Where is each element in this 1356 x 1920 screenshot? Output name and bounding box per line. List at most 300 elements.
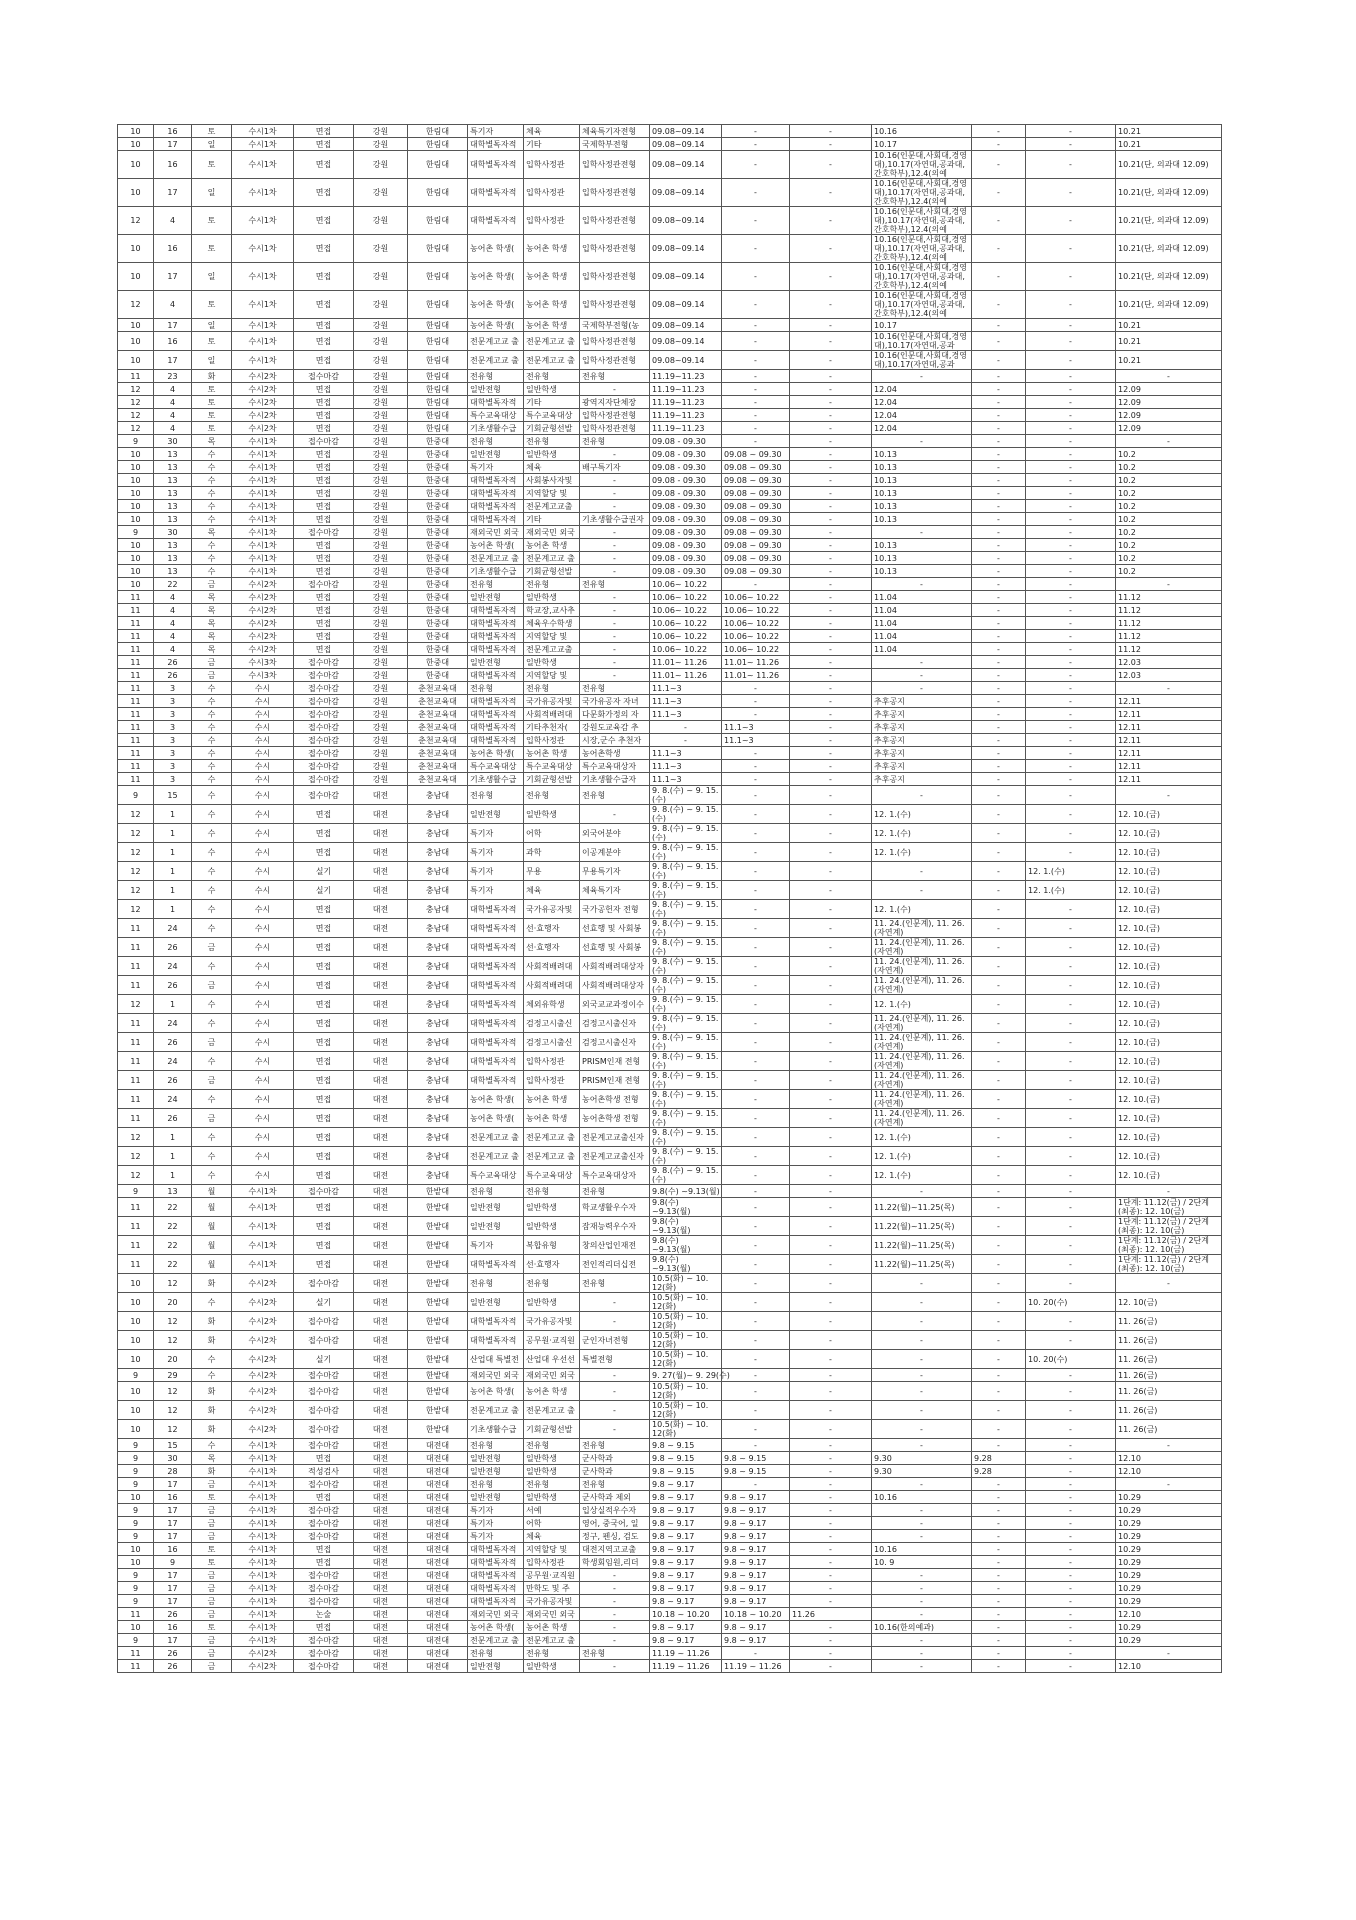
table-cell: 09.08 ~ 09.30	[722, 513, 790, 526]
table-row	[118, 1543, 1222, 1556]
table-cell: 접수마감	[294, 1504, 354, 1517]
table-cell: 전유형	[468, 1185, 524, 1198]
table-cell: -	[722, 919, 790, 938]
table-cell: 12. 10.(금)	[1116, 1166, 1222, 1185]
table-cell: 10	[118, 1401, 154, 1420]
table-cell: -	[722, 1052, 790, 1071]
table-cell: 대전	[354, 1491, 408, 1504]
table-cell: -	[790, 786, 872, 805]
table-cell: -	[580, 669, 650, 682]
table-cell: 9. 27(월)~ 9. 29(수)	[650, 1369, 722, 1382]
table-cell: -	[872, 656, 972, 669]
table-cell: 13	[154, 500, 192, 513]
table-cell: 12. 10.(금)	[1116, 1128, 1222, 1147]
table-cell: -	[580, 487, 650, 500]
table-cell: 전문계고교 출	[468, 1128, 524, 1147]
table-cell: 토	[192, 422, 232, 435]
table-cell: -	[722, 151, 790, 179]
table-cell: -	[580, 1634, 650, 1647]
table-cell: 9. 8.(수) ~ 9. 15.(수)	[650, 1109, 722, 1128]
table-cell: 특기자	[468, 1517, 524, 1530]
table-cell: 11.12	[1116, 630, 1222, 643]
table-cell: 국가유공자및	[524, 1595, 580, 1608]
table-cell: -	[972, 565, 1026, 578]
table-cell: 전유형	[580, 786, 650, 805]
table-cell: 11. 26(금)	[1116, 1369, 1222, 1382]
table-cell: 17	[154, 1478, 192, 1491]
table-cell: 면접	[294, 1217, 354, 1236]
table-cell: 9	[118, 1185, 154, 1198]
table-cell: -	[790, 1621, 872, 1634]
table-cell: 일반전형	[468, 1452, 524, 1465]
table-cell: 13	[154, 461, 192, 474]
table-cell: -	[1026, 773, 1116, 786]
table-cell: -	[790, 578, 872, 591]
table-cell: 9	[118, 1517, 154, 1530]
table-cell: 전문계고교 출	[524, 1401, 580, 1420]
table-cell: -	[872, 1517, 972, 1530]
table-cell: -	[972, 125, 1026, 138]
table-cell: -	[790, 747, 872, 760]
table-cell: 26	[154, 1660, 192, 1673]
table-cell: -	[580, 552, 650, 565]
table-cell: 09.08 - 09.30	[650, 513, 722, 526]
table-cell: 수	[192, 500, 232, 513]
table-cell: 전문계고교출신자	[580, 1128, 650, 1147]
table-cell: 수시1차	[232, 552, 294, 565]
table-cell: 산업대 우선선	[524, 1350, 580, 1369]
table-cell: 12. 1.(수)	[872, 1128, 972, 1147]
table-cell: 면접	[294, 474, 354, 487]
table-cell: 한밭대	[408, 1401, 468, 1420]
table-cell: 수시	[232, 760, 294, 773]
table-cell: -	[790, 773, 872, 786]
table-cell: -	[790, 383, 872, 396]
table-cell: -	[722, 1147, 790, 1166]
table-cell: 면접	[294, 207, 354, 235]
table-cell: 접수마감	[294, 1331, 354, 1350]
table-cell: 대학별독자적	[468, 179, 524, 207]
table-cell: 12	[118, 1147, 154, 1166]
table-cell: -	[1026, 1660, 1116, 1673]
table-cell: 12	[118, 291, 154, 319]
table-cell: 대전	[354, 1350, 408, 1369]
table-cell: 강원	[354, 396, 408, 409]
table-cell: 선효행 및 사회봉	[580, 919, 650, 938]
table-cell: -	[722, 578, 790, 591]
table-cell: -	[872, 1401, 972, 1420]
table-cell: 전문계고교 출	[468, 1401, 524, 1420]
table-cell: 12.11	[1116, 708, 1222, 721]
table-cell: 16	[154, 332, 192, 351]
table-cell: 면접	[294, 1198, 354, 1217]
table-cell: 12	[154, 1274, 192, 1293]
table-cell: 09.08 ~ 09.30	[722, 552, 790, 565]
table-cell: 10	[118, 1420, 154, 1439]
table-cell: 09.08 ~ 09.30	[722, 500, 790, 513]
table-cell: -	[790, 1647, 872, 1660]
table-cell: 수시1차	[232, 351, 294, 370]
table-cell: 11.19~11.23	[650, 383, 722, 396]
table-cell: -	[790, 1582, 872, 1595]
table-cell: -	[1026, 151, 1116, 179]
table-cell: 1단계: 11.12(금) / 2단계(최종): 12. 10(금)	[1116, 1236, 1222, 1255]
table-cell: 수	[192, 682, 232, 695]
table-cell: -	[722, 957, 790, 976]
table-cell: -	[972, 319, 1026, 332]
table-cell: -	[722, 1401, 790, 1420]
table-cell: 10.5(화) ~ 10. 12(화)	[650, 1382, 722, 1401]
table-cell: 1	[154, 805, 192, 824]
table-cell: -	[722, 409, 790, 422]
table-cell: 13	[154, 448, 192, 461]
table-cell: 입학사정관	[524, 179, 580, 207]
table-cell: 금	[192, 669, 232, 682]
table-cell: 수시2차	[232, 1331, 294, 1350]
table-cell: 10.29	[1116, 1504, 1222, 1517]
table-cell: 10.06~ 10.22	[650, 591, 722, 604]
table-cell: 24	[154, 1052, 192, 1071]
table-cell: 수시2차	[232, 422, 294, 435]
table-cell: -	[790, 448, 872, 461]
table-cell: 입학사정관전형	[580, 332, 650, 351]
table-cell: 한밭대	[408, 1255, 468, 1274]
table-cell: 09.08 ~ 09.30	[722, 448, 790, 461]
table-cell: 재외국민 외국	[524, 526, 580, 539]
table-cell: 대전	[354, 1052, 408, 1071]
table-cell: 수	[192, 1439, 232, 1452]
table-cell: -	[790, 526, 872, 539]
table-row	[118, 976, 1222, 995]
table-cell: -	[790, 319, 872, 332]
table-cell: 12	[154, 1401, 192, 1420]
table-cell: -	[972, 383, 1026, 396]
table-cell: 수시2차	[232, 383, 294, 396]
table-cell: 12.11	[1116, 695, 1222, 708]
table-cell: 토	[192, 1491, 232, 1504]
table-cell: 재외국민 외국	[524, 1608, 580, 1621]
table-cell: 10	[118, 235, 154, 263]
table-cell: -	[1026, 1255, 1116, 1274]
table-cell: 9. 8.(수) ~ 9. 15.(수)	[650, 1128, 722, 1147]
table-cell: 11.04	[872, 630, 972, 643]
table-cell: 체육	[524, 881, 580, 900]
table-cell: 토	[192, 383, 232, 396]
table-cell: -	[722, 1274, 790, 1293]
table-cell: 대학별독자적	[468, 1255, 524, 1274]
table-cell: 전문계고교 출	[468, 552, 524, 565]
table-cell: 체육우수학생	[524, 617, 580, 630]
table-cell: 9.8 ~ 9.17	[650, 1582, 722, 1595]
table-cell: -	[972, 1647, 1026, 1660]
table-cell: 선·효행자	[524, 938, 580, 957]
table-cell: 농어촌 학생	[524, 1090, 580, 1109]
table-cell: 수시1차	[232, 565, 294, 578]
table-cell: 26	[154, 669, 192, 682]
table-cell: 10.2	[1116, 526, 1222, 539]
table-cell: 수	[192, 552, 232, 565]
table-cell: 10	[118, 578, 154, 591]
table-cell: 12	[118, 207, 154, 235]
table-cell: 대전	[354, 1608, 408, 1621]
table-cell: -	[790, 1198, 872, 1217]
table-cell: 수시1차	[232, 1217, 294, 1236]
table-cell: -	[1026, 1128, 1116, 1147]
table-cell: 대학별독자적	[468, 513, 524, 526]
table-cell: 3	[154, 760, 192, 773]
table-cell: 30	[154, 526, 192, 539]
table-cell: 접수마감	[294, 1401, 354, 1420]
table-cell: 17	[154, 179, 192, 207]
table-cell: 10.29	[1116, 1543, 1222, 1556]
table-cell: -	[790, 938, 872, 957]
table-cell: 기회균형선발	[524, 773, 580, 786]
table-cell: 지역할당 및	[524, 630, 580, 643]
table-cell: -	[1026, 630, 1116, 643]
table-cell: -	[790, 1439, 872, 1452]
table-cell: 추후공지	[872, 773, 972, 786]
table-cell: 12.11	[1116, 773, 1222, 786]
table-cell: -	[722, 332, 790, 351]
table-cell: 전유형	[580, 1274, 650, 1293]
table-cell: -	[972, 1198, 1026, 1217]
table-row	[118, 461, 1222, 474]
table-cell: 대전	[354, 1401, 408, 1420]
table-cell: -	[1026, 682, 1116, 695]
table-cell: 농어촌 학생	[524, 1109, 580, 1128]
table-cell: 수시2차	[232, 1647, 294, 1660]
table-cell: -	[790, 630, 872, 643]
table-cell: 수시2차	[232, 1660, 294, 1673]
table-cell: 09.08 ~ 09.30	[722, 526, 790, 539]
table-cell: 수시1차	[232, 1236, 294, 1255]
table-cell: 전유형	[524, 578, 580, 591]
table-cell: 대전대	[408, 1439, 468, 1452]
table-cell: 일반학생	[524, 1293, 580, 1312]
table-cell: 12. 10.(금)	[1116, 976, 1222, 995]
table-row	[118, 786, 1222, 805]
table-cell: -	[722, 1312, 790, 1331]
table-cell: 11. 24.(인문계), 11. 26.(자연계)	[872, 976, 972, 995]
table-cell: -	[972, 591, 1026, 604]
table-cell: 일반전형	[468, 1465, 524, 1478]
table-cell: -	[872, 1530, 972, 1543]
table-cell: 강원	[354, 695, 408, 708]
table-cell: -	[972, 721, 1026, 734]
table-cell: -	[1026, 1491, 1116, 1504]
table-cell: 12. 10.(금)	[1116, 900, 1222, 919]
table-cell: -	[972, 539, 1026, 552]
table-cell: -	[1026, 1608, 1116, 1621]
table-cell: 10.13	[872, 539, 972, 552]
table-cell: -	[790, 1090, 872, 1109]
table-cell: 농어촌 학생(	[468, 291, 524, 319]
table-cell: 12. 1.(수)	[872, 824, 972, 843]
table-cell: 전유형	[524, 1647, 580, 1660]
table-cell: -	[722, 263, 790, 291]
table-cell: 대전	[354, 1090, 408, 1109]
table-cell: -	[872, 1312, 972, 1331]
table-cell: -	[1026, 604, 1116, 617]
table-cell: -	[972, 747, 1026, 760]
table-cell: 10.17	[872, 319, 972, 332]
table-cell: 9	[154, 1556, 192, 1569]
table-cell: -	[872, 862, 972, 881]
table-cell: 수	[192, 900, 232, 919]
table-row	[118, 1198, 1222, 1217]
table-cell: 강원	[354, 708, 408, 721]
table-cell: 면접	[294, 1556, 354, 1569]
table-cell: 일반전형	[468, 805, 524, 824]
table-cell: -	[790, 881, 872, 900]
table-cell: 대전대	[408, 1569, 468, 1582]
table-cell: 체육특기자전형	[580, 125, 650, 138]
table-row	[118, 1660, 1222, 1673]
table-cell: 충남대	[408, 881, 468, 900]
table-cell: 전유형	[524, 1478, 580, 1491]
table-cell: -	[722, 1090, 790, 1109]
table-cell: PRISM인재 전형	[580, 1052, 650, 1071]
table-cell: 대전	[354, 1312, 408, 1331]
table-row	[118, 565, 1222, 578]
table-cell: 충남대	[408, 976, 468, 995]
table-cell: 9. 8.(수) ~ 9. 15.(수)	[650, 1147, 722, 1166]
table-cell: -	[872, 669, 972, 682]
table-cell: 기타추천자(	[524, 721, 580, 734]
table-cell: 수	[192, 708, 232, 721]
table-cell: 한중대	[408, 669, 468, 682]
table-cell: 17	[154, 263, 192, 291]
table-cell: 10.2	[1116, 487, 1222, 500]
table-cell: 9	[118, 1504, 154, 1517]
table-cell: 지역할당 및	[524, 487, 580, 500]
table-cell: -	[790, 919, 872, 938]
table-cell: -	[972, 263, 1026, 291]
table-cell: 10.21(단, 의과대 12.09)	[1116, 151, 1222, 179]
table-cell: 전유형	[468, 1647, 524, 1660]
table-cell: -	[972, 1090, 1026, 1109]
table-cell: -	[790, 1350, 872, 1369]
table-cell: 대학별독자적	[468, 1014, 524, 1033]
table-cell: 면접	[294, 976, 354, 995]
table-cell: 9	[118, 435, 154, 448]
table-cell: -	[1026, 235, 1116, 263]
table-cell: 충남대	[408, 1071, 468, 1090]
table-cell: 면접	[294, 617, 354, 630]
table-row	[118, 1595, 1222, 1608]
table-cell: -	[722, 235, 790, 263]
table-cell: -	[1026, 1090, 1116, 1109]
table-cell: 12	[118, 383, 154, 396]
table-cell: -	[972, 1312, 1026, 1331]
table-row	[118, 824, 1222, 843]
table-cell: 충남대	[408, 786, 468, 805]
table-cell: 어학	[524, 824, 580, 843]
table-row	[118, 1452, 1222, 1465]
table-cell: 10.06~ 10.22	[722, 617, 790, 630]
table-cell: -	[722, 747, 790, 760]
table-cell: 수시1차	[232, 332, 294, 351]
table-cell: 전유형	[524, 1439, 580, 1452]
table-cell: 강원	[354, 617, 408, 630]
table-cell: -	[972, 1478, 1026, 1491]
table-cell: 학교장,교사추	[524, 604, 580, 617]
table-cell: 수시	[232, 747, 294, 760]
table-cell: 특수교육대상자	[580, 1166, 650, 1185]
table-cell: 수시2차	[232, 396, 294, 409]
table-cell: -	[790, 1147, 872, 1166]
table-cell: 9. 8.(수) ~ 9. 15.(수)	[650, 919, 722, 938]
table-cell: -	[722, 370, 790, 383]
table-cell: 10.29	[1116, 1621, 1222, 1634]
table-cell: 수시	[232, 773, 294, 786]
table-cell: 10.16	[872, 1543, 972, 1556]
table-cell: 산업대 특별전	[468, 1350, 524, 1369]
table-row	[118, 1369, 1222, 1382]
table-cell: 일반학생	[524, 1452, 580, 1465]
table-cell: 금	[192, 1109, 232, 1128]
table-cell: 수시1차	[232, 1465, 294, 1478]
table-row	[118, 630, 1222, 643]
table-cell: 11	[118, 773, 154, 786]
table-cell: 11.04	[872, 643, 972, 656]
table-cell: 대전	[354, 1071, 408, 1090]
table-cell: -	[580, 591, 650, 604]
table-cell: -	[722, 1439, 790, 1452]
table-row	[118, 1491, 1222, 1504]
table-cell: 9.8 ~ 9.17	[650, 1621, 722, 1634]
table-cell: 11	[118, 370, 154, 383]
table-cell: -	[722, 976, 790, 995]
table-cell: 수시1차	[232, 435, 294, 448]
table-cell: 춘천교육대	[408, 695, 468, 708]
table-cell: -	[790, 151, 872, 179]
table-cell: 11	[118, 604, 154, 617]
table-cell: 10.13	[872, 448, 972, 461]
table-cell: -	[722, 1293, 790, 1312]
table-cell: 수시2차	[232, 604, 294, 617]
table-cell: 대전대	[408, 1452, 468, 1465]
table-cell: 12. 1.(수)	[872, 995, 972, 1014]
table-cell: 면접	[294, 1090, 354, 1109]
table-cell: 12.10	[1116, 1660, 1222, 1673]
table-row	[118, 474, 1222, 487]
table-row	[118, 500, 1222, 513]
table-cell: 12	[154, 1331, 192, 1350]
table-row	[118, 721, 1222, 734]
table-cell: 입학사정관	[524, 151, 580, 179]
table-cell: -	[722, 422, 790, 435]
table-cell: 면접	[294, 552, 354, 565]
table-cell: 수	[192, 995, 232, 1014]
table-cell: 공무원·교직원	[524, 1569, 580, 1582]
table-cell: 무용특기자	[580, 862, 650, 881]
table-cell: 11.19 ~ 11.26	[650, 1647, 722, 1660]
table-cell: 수시	[232, 900, 294, 919]
table-cell: 강원	[354, 332, 408, 351]
table-row	[118, 1052, 1222, 1071]
table-cell: -	[972, 1382, 1026, 1401]
table-cell: 군사학과 제외	[580, 1491, 650, 1504]
table-cell: 충남대	[408, 1166, 468, 1185]
table-cell: 26	[154, 938, 192, 957]
table-cell: 면접	[294, 1621, 354, 1634]
table-cell: 10.5(화) ~ 10. 12(화)	[650, 1401, 722, 1420]
table-cell: 학생회임원,리더	[580, 1556, 650, 1569]
table-cell: 정구, 펜싱, 검도	[580, 1530, 650, 1543]
table-cell: 검정고시출신자	[580, 1014, 650, 1033]
table-cell: 9.8(수) ~9.13(월)	[650, 1185, 722, 1198]
